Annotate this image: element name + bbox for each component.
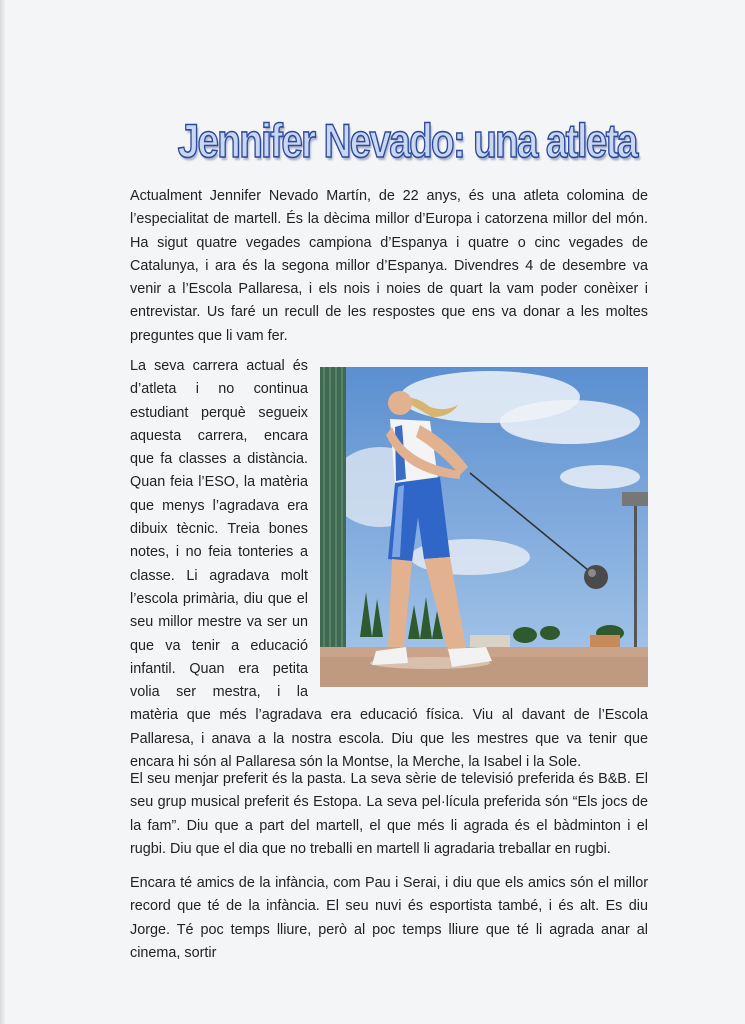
paragraph-friends: Encara té amics de la infància, com Pau i Serai, i diu que els amics són el millor record que té de la infància. El seu nuvi és esportista també, i és alt. Es diu Jorge. Té poc temps lliure, però al poc temps lliure que té li agrada anar al cinema, sortir bbox=[130, 875, 648, 961]
paragraph-career-block bbox=[130, 355, 648, 774]
article-title: Jennifer Nevado: una atleta bbox=[177, 114, 637, 168]
paragraph-favorites: El seu menjar preferit és la pasta. La seva sèrie de televisió preferida és B&B. El seu grup musical preferit és Estopa. La seva pel·lícula preferida són “Els jocs de la fam”. Diu que a part del martell, el que més li agrada és el bàdminton i el rugbi. Diu que el dia que no treballi en martell li agradaria treballar en rugbi. bbox=[130, 771, 648, 857]
paragraph-career: La seva carrera actual és d’atleta i no continua estudiant perquè segueix aquesta carrera, encara que fa classes a distància. Quan feia l’ESO, la matèria que menys l’agradava era dibuix tècnic. Treia bones notes, i no feia tonteries a classe. Li agradava molt l’escola primària, diu que el seu millor mestre va ser un que va tenir a educació infantil. Quan era petita volia ser mestra, i la matèria que més l’agradava era educació física. Viu al davant de l’Escola Pallaresa, i anava a la nostra escola. Diu que les mestres que va tenir que encara hi són al Pallaresa són la Montse, la Merche, la Isabel i la Sole. bbox=[130, 358, 648, 771]
athlete-photo bbox=[320, 367, 648, 687]
paragraph-intro: Actualment Jennifer Nevado Martín, de 22 anys, és una atleta colomina de l’especialitat de martell. És la dècima millor d’Europa i catorzena millor del món. Ha sigut quatre vegades campiona d’Espanya i quatre o cinc vegades de Catalunya, i ara és la segona millor d’Espanya. Divendres 4 de desembre va venir a l’Escola Pallaresa, i els nois i noies de quart la vam poder conèixer i entrevistar. Us faré un recull de les respostes que ens va donar a les moltes preguntes que li vam fer. bbox=[130, 188, 648, 344]
scan-edge bbox=[0, 0, 6, 1024]
